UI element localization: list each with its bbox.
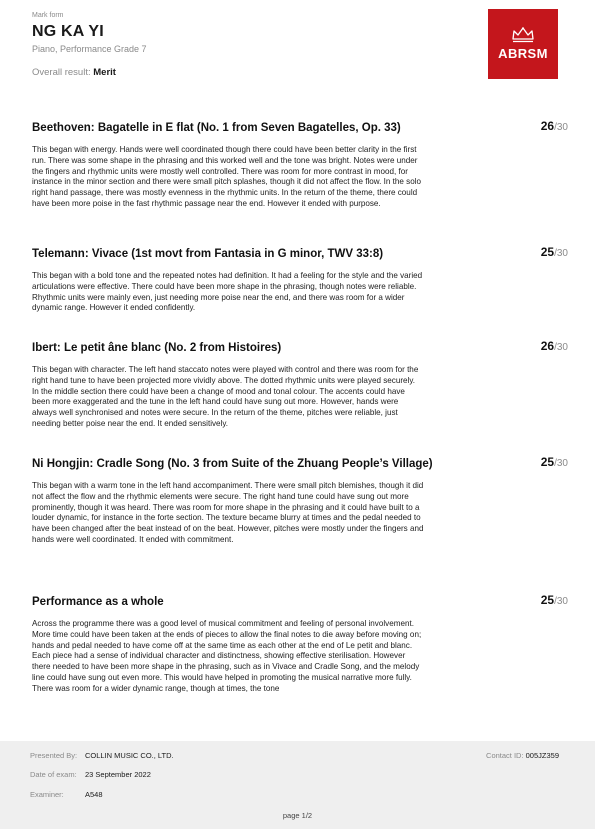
doc-label: Mark form (32, 12, 64, 19)
piece-title: Telemann: Vivace (1st movt from Fantasia in G minor, TWV 33:8) (32, 248, 384, 260)
presented-by-label: Presented By: (30, 751, 78, 760)
overall-result-label: Overall result: (32, 67, 91, 78)
examiner-comment: This began with character. The left hand staccato notes were played with control and there was room for the right hand tune to have been projected more vividly above. The dotted rhythmic units were played securely. In the middle section there could have been a change of mood and tonal colour. The accents could have been more exaggerated and the tune in the left hand could have sung out more. However, hands were always well synchronised and notes were secure. In the return of the theme, pitches were reliable, just needing better poise near the end. It ended sensitively. (32, 365, 419, 428)
score-max: /30 (554, 248, 568, 259)
overall-result-value: Merit (93, 67, 116, 78)
piece-title: Ni Hongjin: Cradle Song (No. 3 from Suite of the Zhuang People’s Village) (32, 458, 433, 470)
piece-score (541, 339, 568, 353)
examiner-comment: This began with energy. Hands were well coordinated though there could have been better clarity in the first run. There was some shape in the phrasing and this worked well and the tone was bright. Notes were under the fingers and rhythmic units were mostly well controlled. There was room for more contrast in mood, for instance in the minor section and there were small pitch splashes, though it did not affect the flow. In the solo right hand passage, there was mostly evenness in the rhythmic units. In the return of the theme, there could have been more poise in the fast rhythmic passage near the end. However it ended with purpose. (32, 145, 422, 208)
performance-as-a-whole-section (32, 591, 572, 695)
crown-icon (511, 27, 535, 43)
piece-section-2 (32, 243, 572, 314)
section-title: Performance as a whole (32, 596, 164, 608)
piece-score (541, 245, 568, 259)
footer (0, 741, 595, 829)
page-number: page 1/2 (282, 811, 313, 820)
piece-title: Ibert: Le petit âne blanc (No. 2 from Histoires) (32, 342, 282, 354)
overall-result (32, 67, 472, 78)
header (32, 12, 472, 78)
abrsm-logo (488, 9, 558, 79)
examiner-comment: This began with a warm tone in the left hand accompaniment. There were small pitch blemishes, though it did not affect the flow and the rhythmic elements were secure. The right hand tune could have sung out more prominently, though it was heard. There was room for more shape in the phrasing and it could have built to a louder dynamic, for instance in the forte section. The texture became blurry at times and the pedal needed to have been changed after the beat instead of on the beat. However, pitches were mostly under the fingers and hands were well coordinated. It ended with commitment. (32, 481, 424, 544)
piece-score (541, 455, 568, 469)
examiner-label: Examiner: (30, 790, 64, 799)
piece-section-4 (32, 453, 572, 546)
piece-section-3 (32, 337, 572, 430)
logo-text: ABRSM (498, 46, 548, 61)
presented-by-value: COLLIN MUSIC CO., LTD. (85, 751, 174, 760)
examiner-comment: This began with a bold tone and the repeated notes had definition. It had a feeling for the style and the varied articulations were effective. There could have been more shape in the phrasing, though notes were reliable. Rhythmic units were mainly even, just needing more poise near the end, and there was room for a wider dynamic range. However it ended confidently. (32, 271, 423, 313)
score-max: /30 (554, 596, 568, 607)
exam-date-value: 23 September 2022 (85, 770, 151, 779)
examiner-comment: Across the programme there was a good level of musical commitment and feeling of personal involvement. More time could have been taken at the ends of pieces to allow the final notes to die away before moving on; hands and pedal needed to have come off at the same time as each other at the end of Le petit and blanc. Each piece had a sense of individual character and distinctness, showing effective sterilisation. However there needed to have been more shape in the phrasing, such as in Vivace and Cradle Song, and the melody line could have sung out even more. This would have helped in promoting the musical narrative more fully. There was room for a wider dynamic range, though at times, the tone (32, 619, 422, 693)
contact-id-label: Contact ID: (486, 751, 524, 760)
candidate-name: NG KA YI (32, 23, 104, 40)
score-value: 26 (540, 339, 555, 353)
score-max: /30 (554, 458, 568, 469)
contact-id (486, 751, 559, 760)
score-value: 25 (540, 245, 555, 259)
piece-score (541, 119, 568, 133)
score-max: /30 (554, 122, 568, 133)
score-max: /30 (554, 342, 568, 353)
piece-title: Beethoven: Bagatelle in E flat (No. 1 from Seven Bagatelles, Op. 33) (32, 122, 401, 134)
piece-section-1 (32, 117, 572, 210)
score-value: 26 (540, 119, 555, 133)
score-value: 25 (540, 593, 555, 607)
examiner-value: A548 (85, 790, 103, 799)
exam-date-label: Date of exam: (30, 770, 77, 779)
exam-subject: Piano, Performance Grade 7 (32, 44, 147, 54)
score-value: 25 (540, 455, 555, 469)
contact-id-value: 005JZ359 (525, 751, 559, 760)
piece-score (541, 593, 568, 607)
